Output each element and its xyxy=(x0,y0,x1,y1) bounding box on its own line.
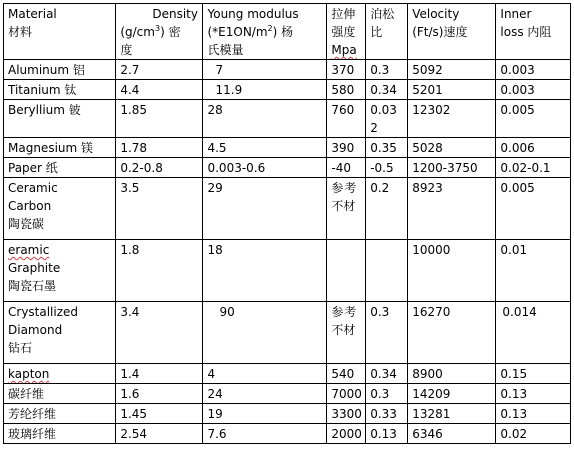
cell-velocity: 5201 xyxy=(408,80,496,100)
cell-tensile-strength: 2000 xyxy=(327,424,366,444)
cell-density: 1.4 xyxy=(116,364,203,384)
cell-tensile-strength: 370 xyxy=(327,60,366,80)
cell-density: 1.78 xyxy=(116,138,203,158)
cell-young-modulus: 29 xyxy=(203,178,327,240)
cell-material: 碳纤维 xyxy=(4,384,116,404)
cell-poisson-ratio: -0.5 xyxy=(366,158,408,178)
cell-poisson-ratio: 0.3 xyxy=(366,384,408,404)
cell-young-modulus: 4.5 xyxy=(203,138,327,158)
cell-density: 1.8 xyxy=(116,240,203,302)
cell-density: 2.7 xyxy=(116,60,203,80)
cell-inner-loss: 0.005 xyxy=(496,100,571,138)
cell-tensile-strength: 760 xyxy=(327,100,366,138)
cell-tensile-strength: 390 xyxy=(327,138,366,158)
cell-inner-loss: 0.003 xyxy=(496,80,571,100)
header-density: Density $(g/cm^3)$ 密 度 xyxy=(116,4,203,60)
cell-poisson-ratio: 0.33 xyxy=(366,404,408,424)
header-velocity: Velocity (Ft/s)速度 xyxy=(408,4,496,60)
cell-velocity: 5028 xyxy=(408,138,496,158)
cell-density: 4.4 xyxy=(116,80,203,100)
header-row xyxy=(4,4,571,60)
cell-material: Titanium 钛 xyxy=(4,80,116,100)
cell-density: 2.54 xyxy=(116,424,203,444)
table-row xyxy=(4,384,571,404)
cell-tensile-strength: 540 xyxy=(327,364,366,384)
table-row xyxy=(4,100,571,138)
materials-table xyxy=(3,3,571,444)
cell-young-modulus: 7 xyxy=(203,60,327,80)
cell-inner-loss: 0.13 xyxy=(496,404,571,424)
cell-velocity: 14209 xyxy=(408,384,496,404)
cell-density: 1.45 xyxy=(116,404,203,424)
table-row xyxy=(4,80,571,100)
cell-inner-loss: 0.13 xyxy=(496,384,571,404)
table-row xyxy=(4,424,571,444)
cell-velocity: 6346 xyxy=(408,424,496,444)
cell-density: 3.5 xyxy=(116,178,203,240)
cell-inner-loss: 0.02-0.1 xyxy=(496,158,571,178)
cell-young-modulus: 28 xyxy=(203,100,327,138)
cell-inner-loss: 0.15 xyxy=(496,364,571,384)
table-row xyxy=(4,404,571,424)
cell-material: Aluminum 铝 xyxy=(4,60,116,80)
cell-velocity: 12302 xyxy=(408,100,496,138)
table-row xyxy=(4,60,571,80)
cell-tensile-strength xyxy=(327,240,366,302)
cell-velocity: 1200-3750 xyxy=(408,158,496,178)
header-young-modulus: Young modulus $(*E1ON/m^2)$ 杨 氏模量 xyxy=(203,4,327,60)
cell-poisson-ratio: 0.3 xyxy=(366,60,408,80)
cell-young-modulus: 19 xyxy=(203,404,327,424)
cell-velocity: 13281 xyxy=(408,404,496,424)
document-page xyxy=(3,3,571,444)
cell-tensile-strength: 3300 xyxy=(327,404,366,424)
cell-density: 1.6 xyxy=(116,384,203,404)
cell-young-modulus: 24 xyxy=(203,384,327,404)
cell-young-modulus: 90 xyxy=(203,302,327,364)
cell-density: 3.4 xyxy=(116,302,203,364)
cell-material: Crystallized Diamond 钻石 xyxy=(4,302,116,364)
cell-inner-loss: 0.005 xyxy=(496,178,571,240)
cell-young-modulus: 7.6 xyxy=(203,424,327,444)
cell-inner-loss: 0.006 xyxy=(496,138,571,158)
table-row xyxy=(4,158,571,178)
cell-poisson-ratio xyxy=(366,240,408,302)
cell-material: Magnesium 镁 xyxy=(4,138,116,158)
header-material: Material 材料 xyxy=(4,4,116,60)
table-row xyxy=(4,178,571,240)
table-row xyxy=(4,302,571,364)
cell-young-modulus: 11.9 xyxy=(203,80,327,100)
cell-tensile-strength: 参考 不材 xyxy=(327,178,366,240)
cell-poisson-ratio: 0.34 xyxy=(366,364,408,384)
header-inner-loss: Inner loss 内阻 xyxy=(496,4,571,60)
table-row xyxy=(4,364,571,384)
cell-poisson-ratio: 0.13 xyxy=(366,424,408,444)
cell-velocity: 5092 xyxy=(408,60,496,80)
cell-poisson-ratio: 0.3 xyxy=(366,302,408,364)
cell-poisson-ratio: 0.35 xyxy=(366,138,408,158)
cell-young-modulus: 0.003-0.6 xyxy=(203,158,327,178)
cell-poisson-ratio: 0.2 xyxy=(366,178,408,240)
table-row xyxy=(4,240,571,302)
header-tensile-strength: 拉伸 强度 Mpa xyxy=(327,4,366,60)
cell-material: kapton xyxy=(4,364,116,384)
cell-material: 芳纶纤维 xyxy=(4,404,116,424)
cell-velocity: 10000 xyxy=(408,240,496,302)
cell-young-modulus: 4 xyxy=(203,364,327,384)
table-row xyxy=(4,138,571,158)
cell-material: Beryllium 铍 xyxy=(4,100,116,138)
cell-velocity: 16270 xyxy=(408,302,496,364)
cell-inner-loss: 0.01 xyxy=(496,240,571,302)
cell-density: 0.2-0.8 xyxy=(116,158,203,178)
header-poisson-ratio: 泊松 比 xyxy=(366,4,408,60)
cell-poisson-ratio: 0.032 xyxy=(366,100,408,138)
cell-velocity: 8900 xyxy=(408,364,496,384)
cell-tensile-strength: 7000 xyxy=(327,384,366,404)
cell-poisson-ratio: 0.34 xyxy=(366,80,408,100)
cell-inner-loss: 0.014 xyxy=(496,302,571,364)
cell-tensile-strength: 580 xyxy=(327,80,366,100)
cell-material: Paper 纸 xyxy=(4,158,116,178)
cell-density: 1.85 xyxy=(116,100,203,138)
cell-inner-loss: 0.02 xyxy=(496,424,571,444)
cell-tensile-strength: -40 xyxy=(327,158,366,178)
cell-young-modulus: 18 xyxy=(203,240,327,302)
cell-material: Ceramic Carbon 陶瓷碳 xyxy=(4,178,116,240)
cell-tensile-strength: 参考 不材 xyxy=(327,302,366,364)
cell-material: 玻璃纤维 xyxy=(4,424,116,444)
cell-material: eramic Graphite 陶瓷石墨 xyxy=(4,240,116,302)
cell-inner-loss: 0.003 xyxy=(496,60,571,80)
cell-velocity: 8923 xyxy=(408,178,496,240)
